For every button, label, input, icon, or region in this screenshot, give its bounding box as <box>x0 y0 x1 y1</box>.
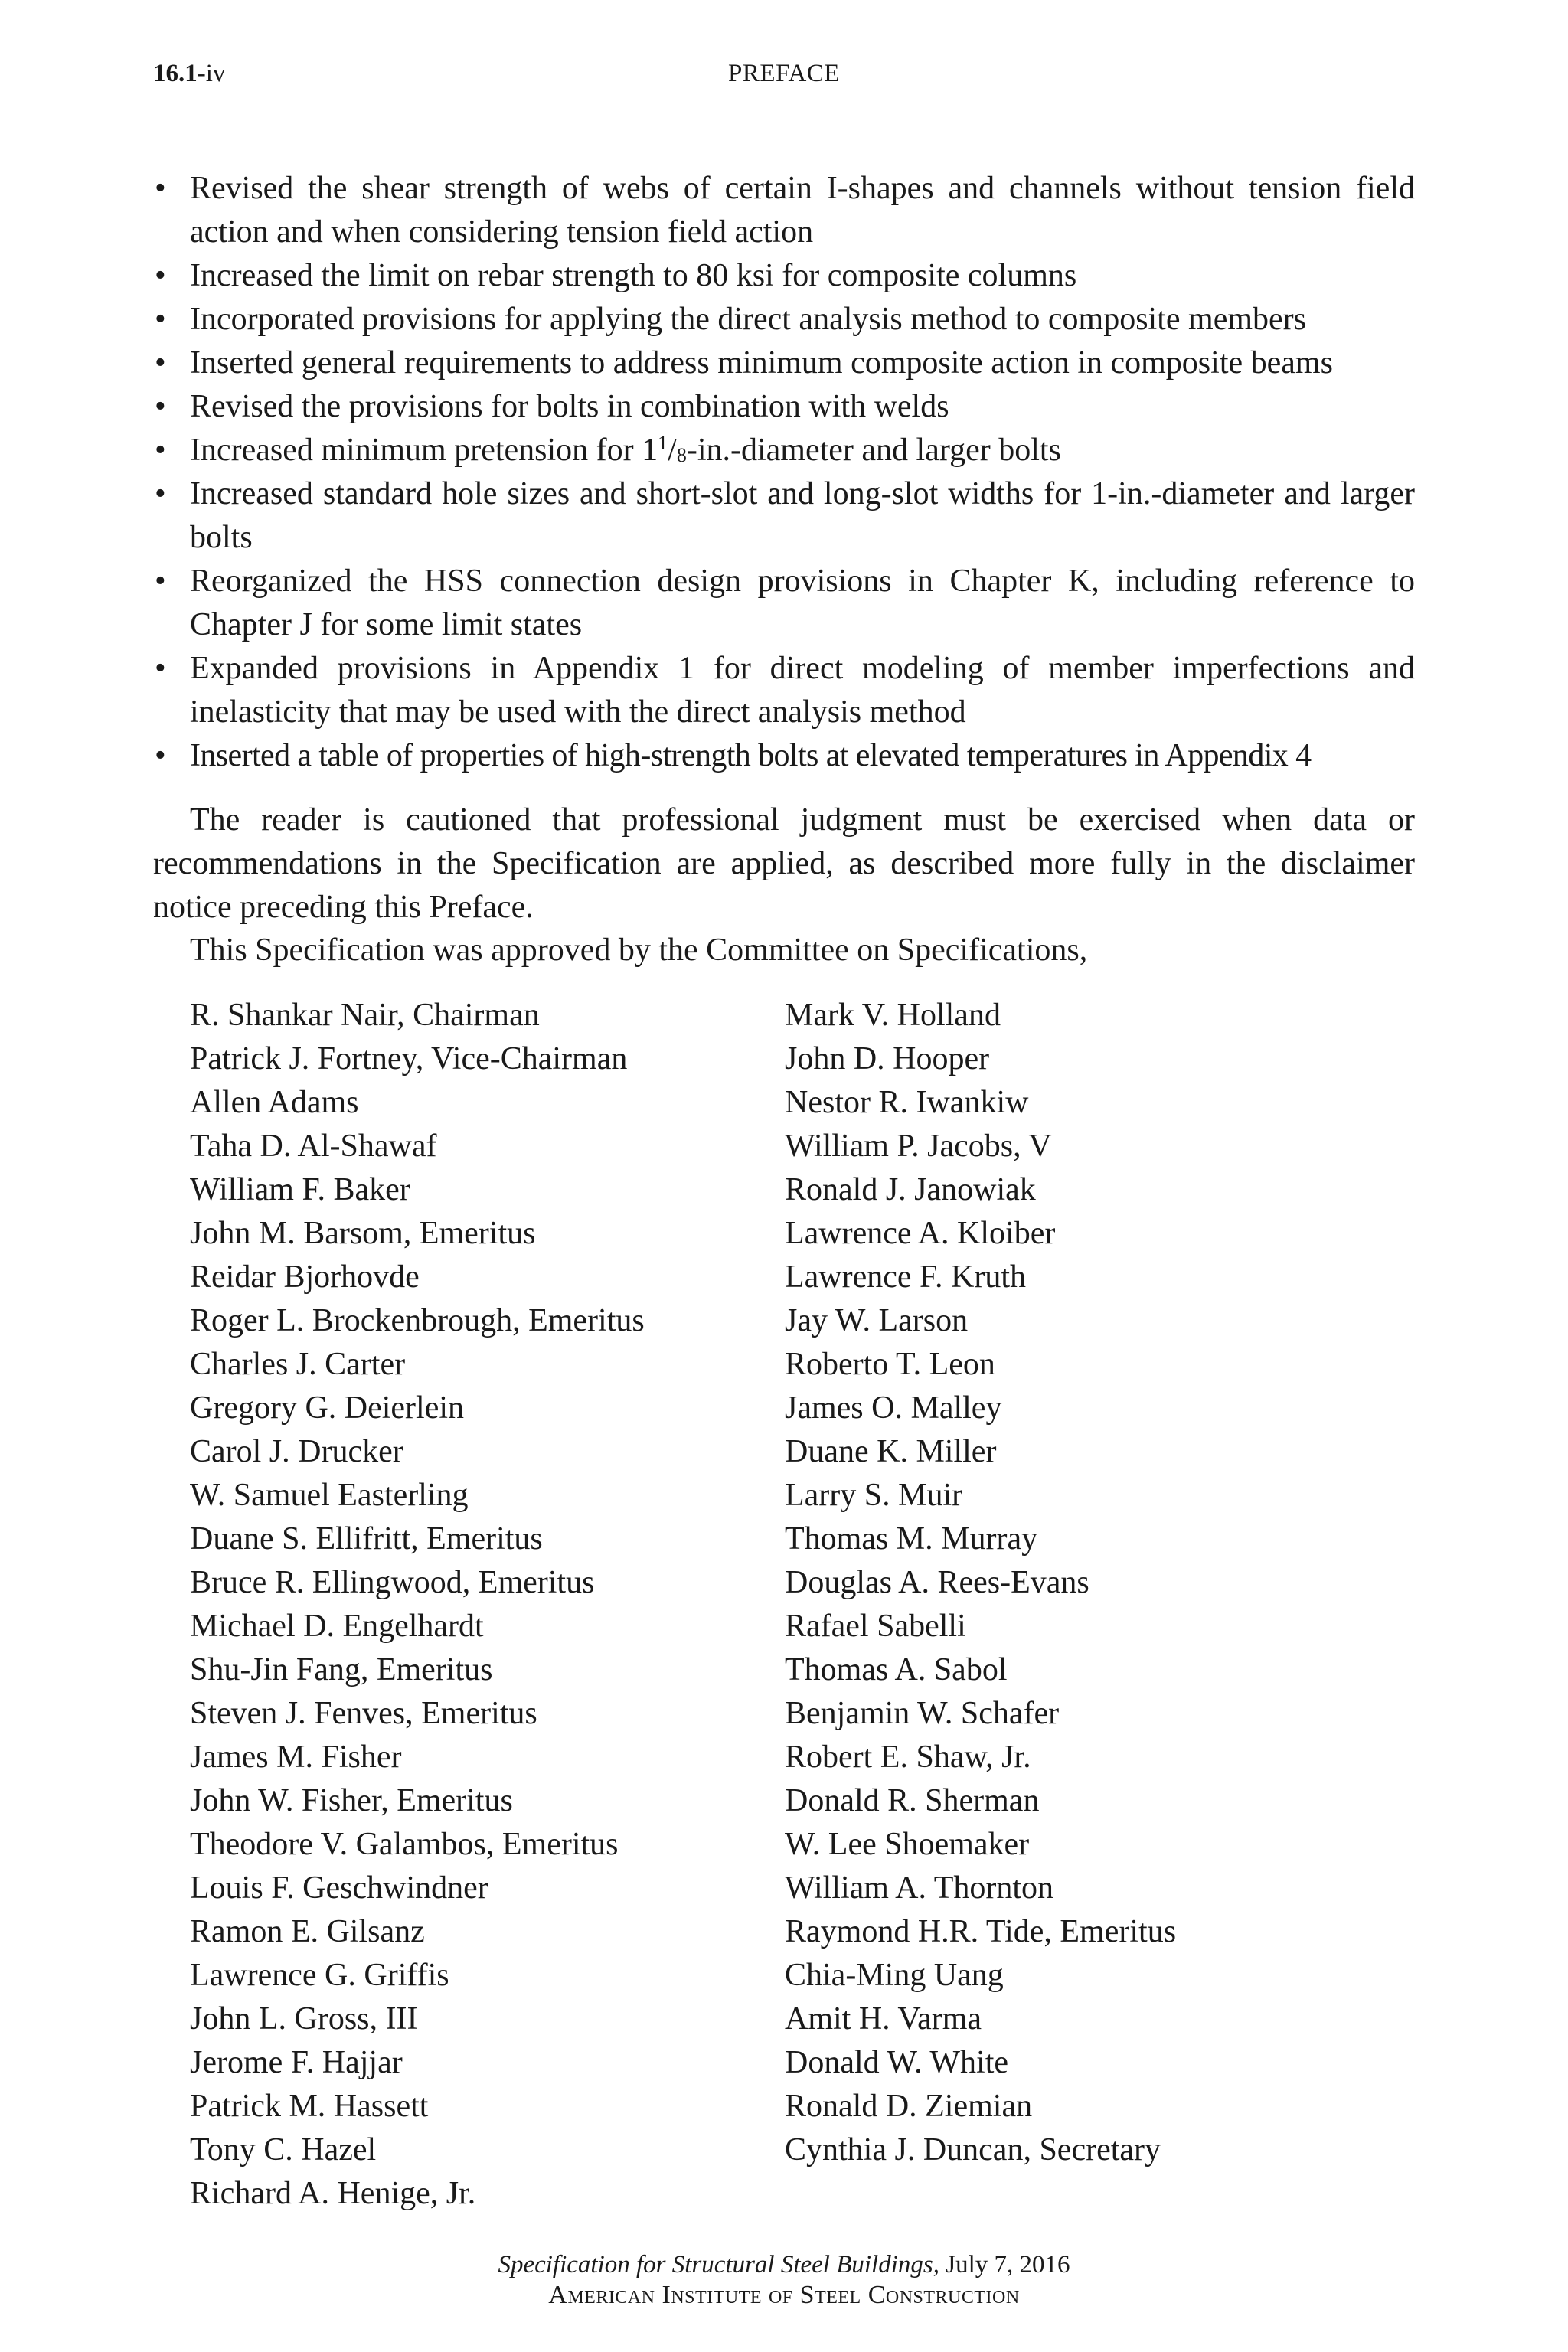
bullet-text: Increased standard hole sizes and short-slot and long-slot widths for 1-in.-diameter and larger bolts <box>190 476 1415 555</box>
committee-member: Patrick M. Hassett <box>190 2089 429 2124</box>
committee-member: John W. Fisher, Emeritus <box>190 1783 513 1818</box>
bullet-item <box>153 167 1415 254</box>
committee-member: Bruce R. Ellingwood, Emeritus <box>190 1565 595 1600</box>
bullet-marker: • <box>155 476 166 511</box>
committee-member: Robert E. Shaw, Jr. <box>785 1740 1031 1775</box>
committee-member: Larry S. Muir <box>785 1478 963 1513</box>
bullet-text: Inserted general requirements to address minimum composite action in composite beams <box>190 345 1333 381</box>
bullet-text: Reorganized the HSS connection design provisions in Chapter K, including reference to Chapter J for some limit states <box>190 564 1415 642</box>
committee-member: Richard A. Henige, Jr. <box>190 2176 476 2211</box>
bullet-text: Increased the limit on rebar strength to 80 ksi for composite columns <box>190 258 1077 293</box>
bullet-item <box>153 298 1415 341</box>
committee-member: Thomas A. Sabol <box>785 1652 1008 1687</box>
footer-spec-title: Specification for Structural Steel Buildings, <box>498 2251 939 2278</box>
committee-member: Ronald J. Janowiak <box>785 1172 1036 1207</box>
page-header <box>153 60 1415 93</box>
bullet-text: Expanded provisions in Appendix 1 for direct modeling of member imperfections and inelasticity that may be used with the direct analysis method <box>190 651 1415 730</box>
bullet-marker: • <box>155 171 166 206</box>
page-number-suffix: -iv <box>197 60 226 87</box>
committee-member: William P. Jacobs, V <box>785 1129 1052 1164</box>
committee-member: Michael D. Engelhardt <box>190 1609 484 1644</box>
caution-paragraph: The reader is cautioned that professional judgment must be exercised when data or recommendations in the Specification are applied, as described more fully in the disclaimer notice preceding this Preface. <box>153 802 1415 925</box>
committee-member: Allen Adams <box>190 1085 359 1120</box>
committee-member: Jay W. Larson <box>785 1303 969 1338</box>
revision-bullet-list <box>153 167 1415 778</box>
bullet-text-after: -in.-diameter and larger bolts <box>686 433 1061 468</box>
bullet-text: Revised the provisions for bolts in combination with welds <box>190 389 949 424</box>
committee-member: John D. Hooper <box>785 1041 990 1076</box>
committee-member: Rafael Sabelli <box>785 1609 966 1644</box>
page-footer <box>153 2249 1415 2311</box>
committee-member: Chia-Ming Uang <box>785 1958 1004 1993</box>
page-number-bold: 16.1 <box>153 60 198 87</box>
bullet-marker: • <box>155 651 166 686</box>
committee-member: James M. Fisher <box>190 1740 402 1775</box>
bullet-item <box>153 560 1415 647</box>
committee-member: Thomas M. Murray <box>785 1521 1038 1557</box>
committee-member: Reidar Bjorhovde <box>190 1259 420 1295</box>
bullet-text: Inserted a table of properties of high-strength bolts at elevated temperatures in Appendix 4 <box>190 738 1312 773</box>
committee-column-left <box>190 994 645 2216</box>
approval-paragraph: This Specification was approved by the Committee on Specifications, <box>190 933 1088 968</box>
committee-member: Mark V. Holland <box>785 998 1001 1033</box>
bullet-text-before: Increased minimum pretension for 1 <box>190 433 658 468</box>
committee-member: Duane K. Miller <box>785 1434 997 1469</box>
committee-member: R. Shankar Nair, Chairman <box>190 998 540 1033</box>
committee-member: John L. Gross, III <box>190 2001 418 2037</box>
committee-member: Nestor R. Iwankiw <box>785 1085 1029 1120</box>
bullet-text: Incorporated provisions for applying the direct analysis method to composite members <box>190 302 1306 337</box>
committee-member: Lawrence A. Kloiber <box>785 1216 1056 1251</box>
committee-member: Tony C. Hazel <box>190 2132 377 2167</box>
committee-member: James O. Malley <box>785 1390 1002 1426</box>
committee-member: Ronald D. Ziemian <box>785 2089 1033 2124</box>
bullet-text: Revised the shear strength of webs of certain I-shapes and channels without tension field action and when considering tension field action <box>190 171 1415 250</box>
bullet-marker: • <box>155 302 166 337</box>
committee-member: Roger L. Brockenbrough, Emeritus <box>190 1303 645 1338</box>
committee-member: Roberto T. Leon <box>785 1347 995 1382</box>
bullet-item <box>153 472 1415 560</box>
section-title: PREFACE <box>728 60 840 87</box>
committee-member: William F. Baker <box>190 1172 410 1207</box>
bullet-item <box>153 429 1415 472</box>
committee-member: Patrick J. Fortney, Vice-Chairman <box>190 1041 628 1076</box>
committee-member: Douglas A. Rees-Evans <box>785 1565 1089 1600</box>
footer-organization: American Institute of Steel Construction <box>548 2281 1020 2309</box>
committee-member: Amit H. Varma <box>785 2001 982 2037</box>
committee-member: Taha D. Al-Shawaf <box>190 1129 437 1164</box>
committee-member: John M. Barsom, Emeritus <box>190 1216 536 1251</box>
bullet-item <box>153 254 1415 298</box>
committee-member: Cynthia J. Duncan, Secretary <box>785 2132 1161 2167</box>
fraction-numerator: 1 <box>658 432 668 454</box>
committee-member: William A. Thornton <box>785 1870 1054 1906</box>
fraction: $^1/_8$ <box>658 432 687 468</box>
committee-member: Raymond H.R. Tide, Emeritus <box>785 1914 1177 1949</box>
footer-date: July 7, 2016 <box>939 2251 1070 2278</box>
committee-member: Benjamin W. Schafer <box>785 1696 1060 1731</box>
committee-member: Donald W. White <box>785 2045 1009 2080</box>
bullet-marker: • <box>155 345 166 381</box>
bullet-marker: • <box>155 258 166 293</box>
committee-member: Carol J. Drucker <box>190 1434 403 1469</box>
committee-member: W. Lee Shoemaker <box>785 1827 1030 1862</box>
committee-member: Lawrence G. Griffis <box>190 1958 449 1993</box>
bullet-marker: • <box>155 433 166 468</box>
committee-member: Gregory G. Deierlein <box>190 1390 465 1426</box>
committee-member: Louis F. Geschwindner <box>190 1870 488 1906</box>
committee-member: Steven J. Fenves, Emeritus <box>190 1696 537 1731</box>
footer-citation <box>153 2249 1415 2280</box>
committee-member: Duane S. Ellifritt, Emeritus <box>190 1521 543 1557</box>
committee-member: Theodore V. Galambos, Emeritus <box>190 1827 619 1862</box>
bullet-item <box>153 647 1415 734</box>
bullet-item <box>153 734 1415 778</box>
bullet-marker: • <box>155 738 166 773</box>
fraction-denominator: 8 <box>676 444 687 466</box>
bullet-item <box>153 385 1415 429</box>
committee-column-right <box>785 994 1176 2172</box>
committee-member: Lawrence F. Kruth <box>785 1259 1027 1295</box>
committee-member: Shu-Jin Fang, Emeritus <box>190 1652 493 1687</box>
committee-member: Ramon E. Gilsanz <box>190 1914 425 1949</box>
committee-member: W. Samuel Easterling <box>190 1478 469 1513</box>
committee-member: Jerome F. Hajjar <box>190 2045 403 2080</box>
bullet-marker: • <box>155 564 166 599</box>
committee-member: Donald R. Sherman <box>785 1783 1040 1818</box>
bullet-item <box>153 341 1415 385</box>
committee-member: Charles J. Carter <box>190 1347 406 1382</box>
bullet-marker: • <box>155 389 166 424</box>
